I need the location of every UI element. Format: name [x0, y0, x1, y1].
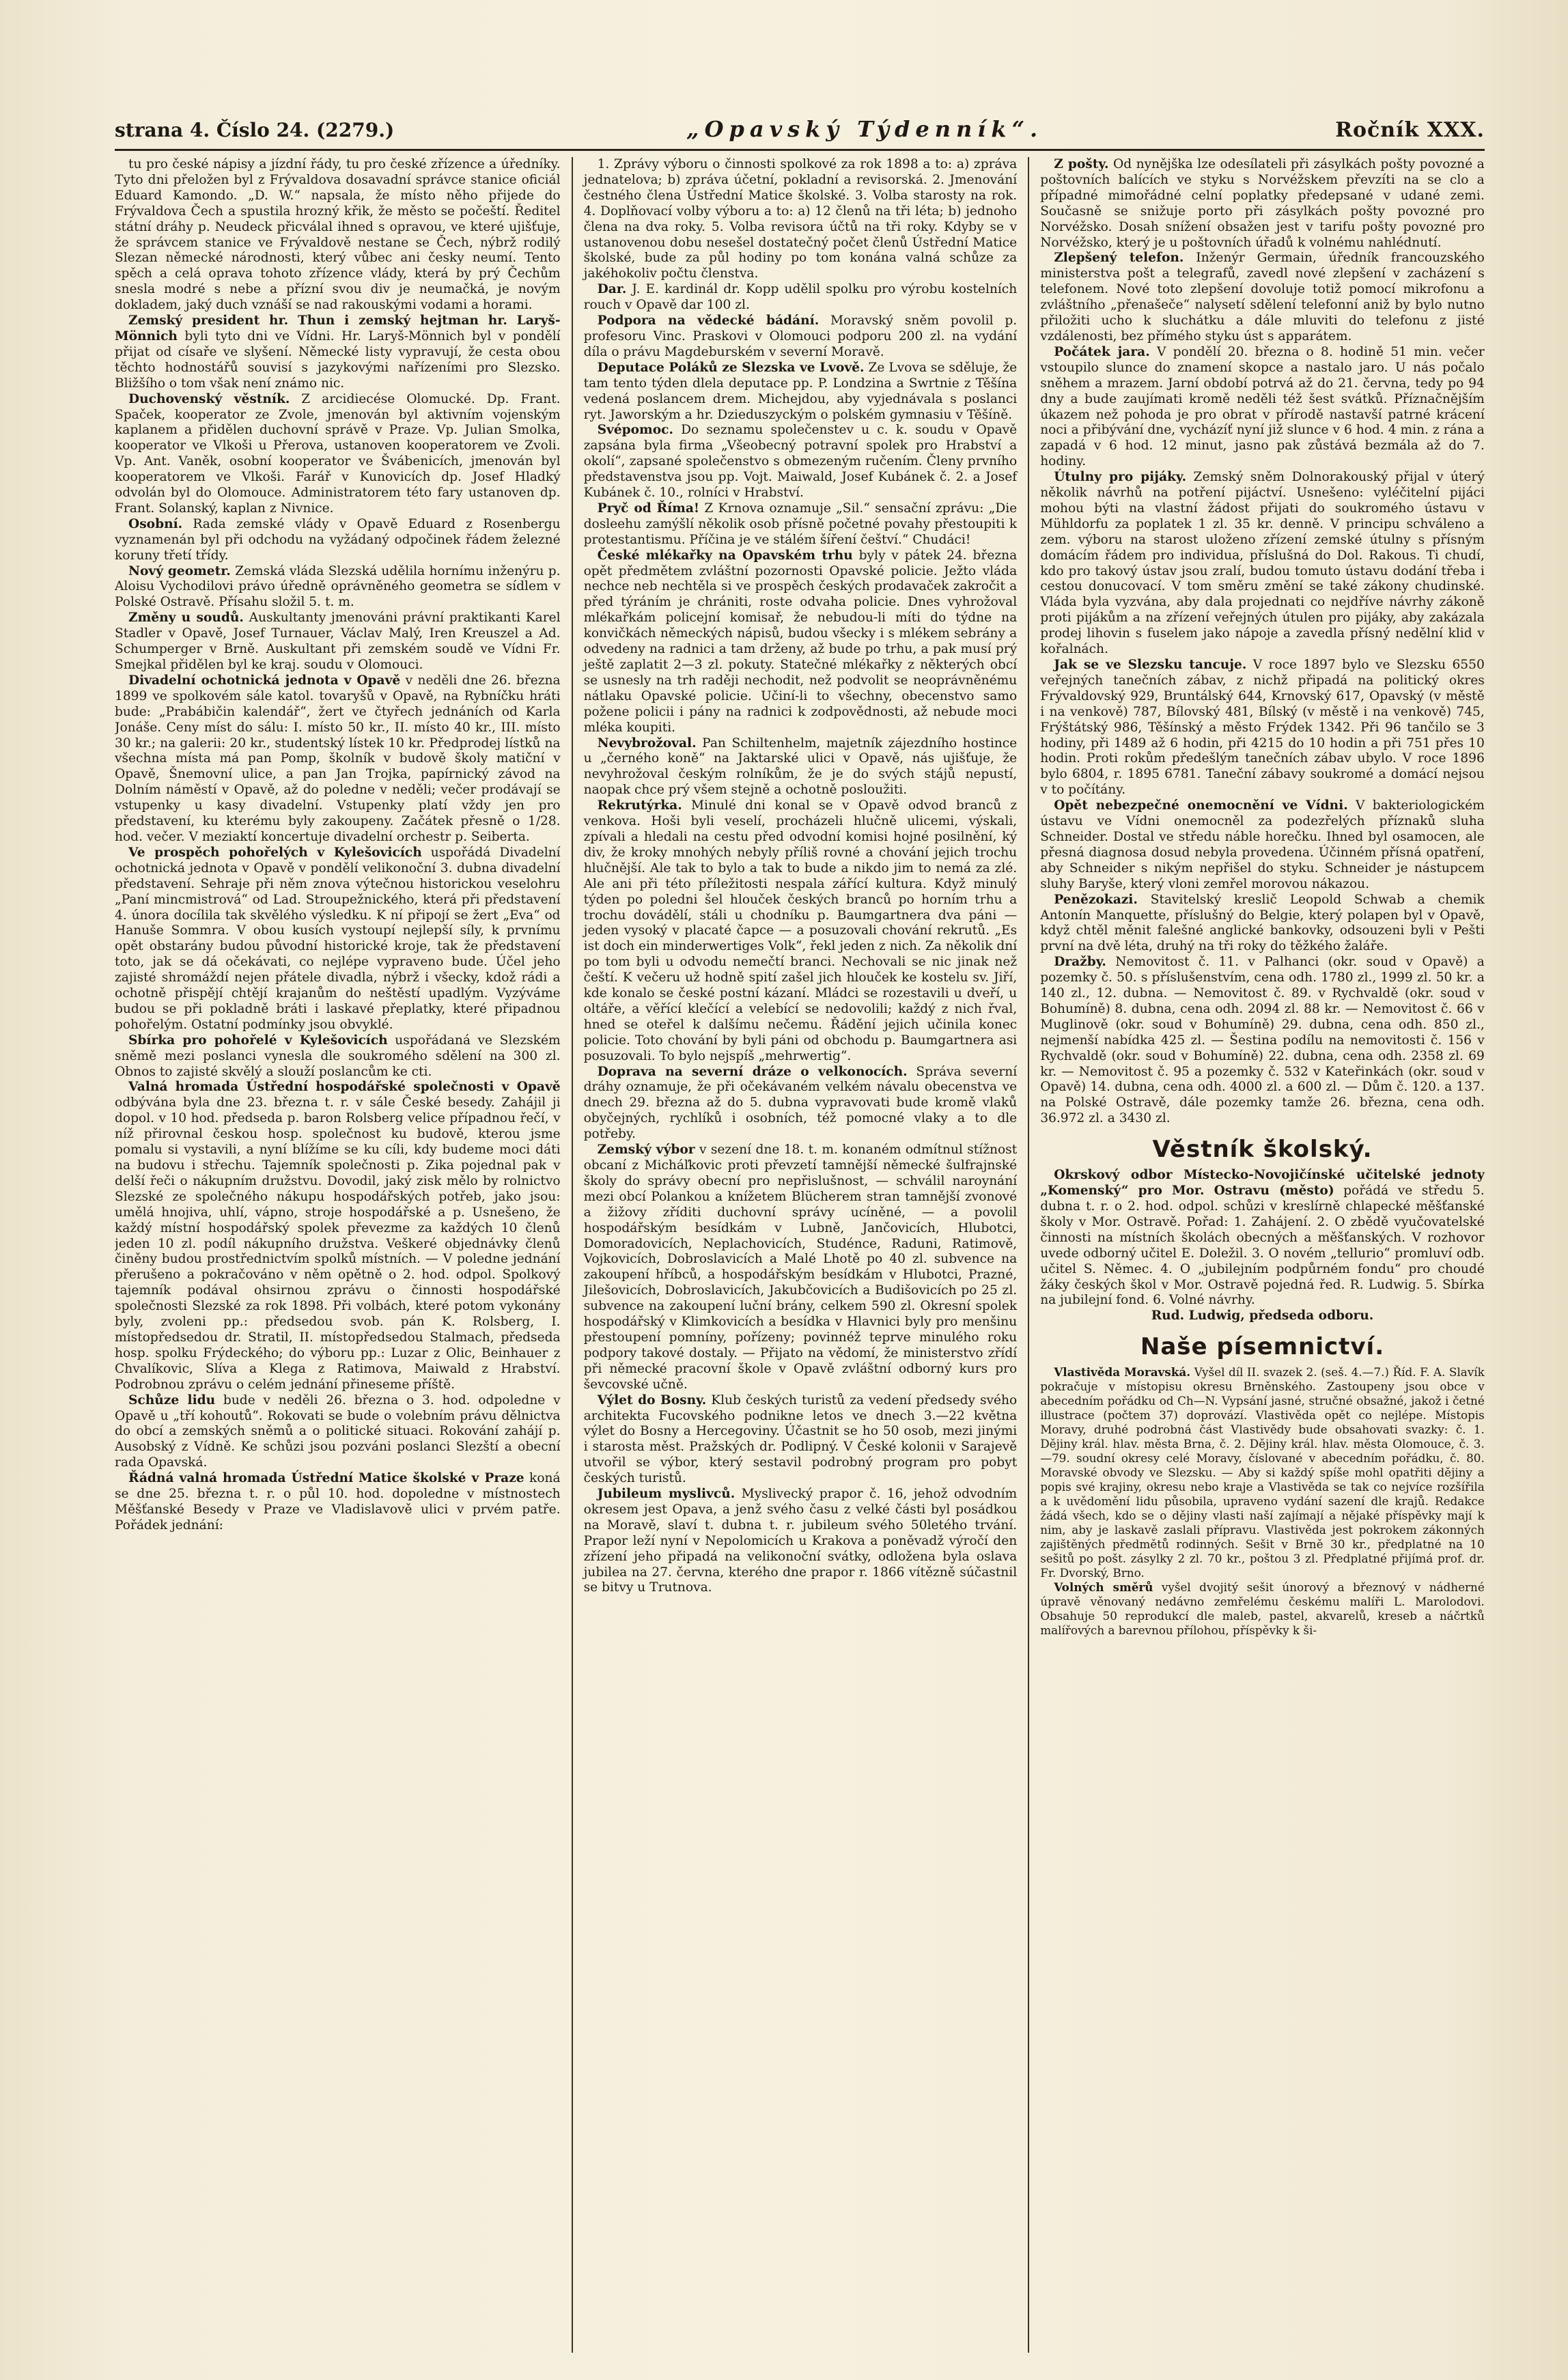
article-text: Zemská vláda Slezská udělila hornímu inženýru p. Aloisu Vychodilovi právo úředně oprávněného geometra se sídlem v Polské Ostravě. Přísahu složil 5. t. m. [115, 563, 561, 610]
article-text: uspořádá Divadelní ochotnická jednota v Opavě v pondělí velikonoční 3. dubna divadelní představení. Sehraje při něm znova výtečnou historickou veselohru „Paní mincmistrová“ od Lad. Stroupežnického, která při představení 4. února docílila tak skvělého výsledku. K ní připojí se žert „Eva“ od Hanuše Sommra. V obou kusích vystoupí nejlepší síly, k prvnímu opět obstarány budou původní historické kroje, tak že představení toto, jak se dá očekávati, co nejlépe vypraveno bude. Účel jeho zajisté shromáždí nejen přátele divadla, nýbrž i všecky, kdož rádi a ochotně přispějí chtějí krajanům do neštěstí upadlým. Vyzýváme budou se při pokladně bráti i laskavé přeplatky, které připadnou pohořelým. Ostatní podmínky jsou obvyklé. [115, 845, 561, 1032]
newspaper-title: „Opavský Týdenník“. [686, 116, 1044, 142]
article-text: Do seznamu společenstev u c. k. soudu v Opavě zapsána byla firma „Všeobecný potravní spolek pro Hrabství a okolí“, zapsané společenstvo s obmezeným ručením. Členy prvního představenstva jsou pp. Vojt. Maiwald, Josef Kubánek č. 2. a Josef Kubánek č. 10., rolníci v Hrabství. [583, 423, 1018, 501]
article-text: J. E. kardinál dr. Kopp udělil spolku pro výrobu kostelních rouch v Opavě dar 100 zl. [583, 282, 1018, 313]
article-heading: Deputace Poláků ze Slezska ve Lvově. [597, 360, 865, 375]
article-paragraph [115, 1393, 561, 1472]
article-text: Zemský sněm Dolnorakouský přijal v úterý několik návrhů na potření pijáctví. Usnešeno: vyléčitelní pijáci mohou býti na vlastní žádost přijati do soukromého ústavu v Mühldorfu za poplatek 1 zl. 35 kr. denně. V principu schváleno a zem. výboru na starost uloženo zřízení zemské útulny s přísným domácím řádem pro individua, příslušná do Dol. Rakous. Ti chudí, kdo pro takový ústav jsou zralí, budou tomuto ústavu dodání třeba i cestou donucovací. V tom směru změní se také zákony chudinské. Vláda byla vyzvána, aby dala projednati co nejdříve návrhy zákoně proti pijákům a na zřízení veřejných útulen pro pijáky, aby zakázala prodej lihovin s fuselem jako nápoje a zavedla přísný nedělní klid v kořalnách. [1040, 470, 1485, 657]
article-paragraph [584, 423, 1018, 501]
article-heading: Podpora na vědecké bádání. [597, 313, 820, 328]
vestnik-lead: Okrskový odbor Místecko-Novojičínské učitelské jednoty „Komenský“ pro Mor. Ostravu (město) [1040, 1168, 1485, 1199]
article-text: Z Krnova oznamuje „Sil.“ sensační zprávu: „Die dosleehu zamýšlí několik osob přísně početné povahy přestoupiti k protestantismu. Příčina je ve stálém šíření češtví.“ Chudáci! [583, 501, 1018, 547]
article-heading: Zemský president hr. Thun i zemský hejtman hr. Laryš-Mönnich [115, 313, 561, 344]
article-paragraph [584, 1143, 1018, 1393]
article-text: tu pro české nápisy a jízdní řády, tu pro české zřízence a úředníky. Tyto dni přeložen byl z Frývaldova dosavadní správce stanice oficiál Eduard Kamondo. „D. W.“ napsala, že místo něho přijede do Frývaldova Čech a spustila hrozný křik, že město se počeští. Ředitel státní dráhy p. Neudeck přicválal ihned s opravou, ve které ujišťuje, že správcem stanice ve Frývaldově nestane se Čech, nýbrž rodilý Slezan německé národnosti, který vůbec ani česky neumí. Tento spěch a celá oprava tohoto zřízence vlády, která by prý Čechům snesla modré s nebe a přízní svou div je neumačká, je novým dokladem, jaký duch vznáší se nad rakouskými vodami a horami. [115, 157, 561, 313]
article-paragraph [584, 548, 1018, 736]
article-text: V roce 1897 bylo ve Slezsku 6550 veřejných tanečních zábav, z nichž připadá na politický okres Frývaldovský 929, Bruntálský 644, Krnovský 617, Opavský (v městě i na venkově) 787, Bílovský 481, Bílský (v městě i na venkově) 745, Frýštátský 986, Těšínský a město Frýdek 1342. Při 96 tančilo se 3 hodiny, při 1489 až 6 hodin, při 4215 do 10 hodin a při 751 přes 10 hodin. Proti rokům předešlým tanečních zábav ubylo. V roce 1896 bylo 6804, r. 1895 6781. Taneční zábavy soukromé a domácí nejsou v to počítány. [1040, 658, 1485, 798]
article-paragraph [584, 157, 1018, 282]
article-text: V bakteriologickém ústavu ve Vídni onemocněl za podezřelých příznaků sluha Schneider. Dostal ve středu náble horečku. Ihned byl osamocen, ale přesná diagnosa dosud nebyla provedena. Účinném přísná opatření, aby Schneider s nikým nepřišel do styku. Schneider je nástupcem sluhy Baryše, který vloni zemřel morovou nákazou. [1040, 798, 1485, 891]
article-paragraph [584, 1487, 1018, 1596]
article-heading: Útulny pro pijáky. [1054, 470, 1187, 485]
article-heading: Zlepšený telefon. [1054, 251, 1184, 266]
column-middle [572, 157, 1028, 2353]
vestnik-text: pořádá ve středu 5. dubna t. r. o 2. hod. odpol. schůzi v kreslírně chlapecké měšťanské školy v Mor. Ostravě. Pořad: 1. Zahájení. 2. O zbědě vyučovatelské činnosti na místních školách obecných a měšťanských. V rozhovor uvede odborný učitel E. Doležil. 3. O novém „tellurio“ promluví odb. učitel S. Němec. 4. O „jubilejním podpůrném fondu“ pro choudé žáky českých škol v Mor. Ostravě pojedná řed. R. Ludwig. 5. Sbírka na jubilejní fond. 6. Volné návrhy. [1040, 1184, 1485, 1308]
article-paragraph [1040, 470, 1485, 658]
article-heading: Nevybrožoval. [597, 736, 697, 751]
article-paragraph [584, 501, 1018, 548]
article-text: Správa severní dráhy oznamuje, že při očekávaném velkém návalu obecenstva ve dnech 29. března až do 5. dubna vypravovati bude kromě vlaků obyčejných, rychlíků i osobních, též pomocné vlaky a to dle potřeby. [583, 1064, 1018, 1142]
article-heading: Vlastivěda Moravská. [1054, 1365, 1191, 1380]
article-paragraph [584, 736, 1018, 799]
article-text: Rada zemské vlády v Opavě Eduard z Rosenbergu vyznamenán byl při odchodu na vyžádaný odpočinek řádem železné koruny třetí třídy. [115, 516, 561, 563]
article-heading: Jubileum myslivců. [597, 1487, 736, 1502]
article-text: uspořádaná ve Slezském sněmě mezi poslanci vynesla dle soukromého sdělení na 300 zl. Obnos to zajisté skvělý a slouží poslancům ke cti. [115, 1033, 561, 1079]
article-heading: Změny u soudů. [128, 611, 244, 626]
article-heading: Schůze lidu [128, 1392, 216, 1408]
article-paragraph [115, 1471, 561, 1534]
article-heading: Sbírka pro pohořelé v Kylešovicích [128, 1033, 388, 1048]
pisemnictvi-items [1040, 1365, 1485, 1638]
article-heading: Svépomoc. [597, 423, 673, 438]
article-paragraph [584, 798, 1018, 1064]
article-text: Myslivecký prapor č. 16, jehož odvodním okresem jest Opava, a jenž svého času z velké části byl posádkou na Moravě, slaví t. dubna t. r. jubileum svého 50letého trvání. Prapor leží nyní v Nepolomicích u Krakova a poněvadž výročí den zřízení jeho připadá na velikonoční svátky, odložena byla oslava jubilea na 27. června, kterého dne prapor r. 1866 vítězně súčastnil se bitvy u Trutnova. [583, 1487, 1018, 1595]
article-heading: Počátek jara. [1054, 344, 1150, 359]
article-paragraph [1040, 955, 1485, 1127]
article-paragraph [115, 564, 561, 611]
article-text: Inženýr Germain, úředník francouzského ministerstva pošt a telegrafů, zavedl nové zlepšení v zacházení s telefonem. Nové toto zlepšení dovoluje totiž pomocí mikrofonu a zvláštního „přenašeče“ nalysetí sdělení telefonní aniž by bylo nutno přiložiti ucho k sluchátku a dále mluviti do telefonu z jisté vzdálenosti, bez přímého styku úst s apparátem. [1040, 251, 1485, 344]
column-right [1028, 157, 1485, 2353]
article-text: Stavitelský kreslič Leopold Schwab a chemik Antonín Manquette, příslušný do Belgie, který polapen byl v Opavě, když chtěl měnit falešné anglické bankovky, odsouzeni byli v Pešti první na dvě léta, druhý na tři roky do těžkého žaláře. [1040, 892, 1485, 954]
article-text: vyšel dvojitý sešit únorový a březnový v nádherné úpravě věnovaný nedávno zemřelému českému malíři L. Marolodovi. Obsahuje 50 reprodukcí dle maleb, pastel, akvarelů, kreseb a náčrtků malířových a barevnou přílohou, příspěvky k ši- [1040, 1580, 1485, 1638]
article-paragraph [115, 157, 561, 313]
article-heading: Výlet do Bosny. [597, 1392, 707, 1408]
article-heading: Řádná valná hromada Ústřední Matice školské v Praze [128, 1471, 524, 1486]
article-paragraph [115, 845, 561, 1033]
article-paragraph [1040, 798, 1485, 892]
article-text: byli tyto dni ve Vídni. Hr. Laryš-Mönnich byl v pondělí přijat od císaře ve slyšení. Německé listy vypravují, že cesta obou těchto hodnostářů souvisí s jazykovými nařízeními pro Slezsko. Bližšího o tom však není známo nic. [115, 328, 561, 391]
article-paragraph [115, 392, 561, 517]
article-heading: Dar. [597, 282, 627, 297]
article-heading: Pryč od Říma! [597, 501, 700, 516]
article-heading: Z pošty. [1054, 157, 1109, 171]
article-paragraph [115, 1080, 561, 1392]
article-heading: Zemský výbor [597, 1143, 695, 1158]
article-text: Nemovitost č. 11. v Palhanci (okr. soud v Opavě) a pozemky č. 50. s příslušenstvím, cena odh. 1780 zl., 1999 zl. 50 kr. a 140 zl., 12. dubna. — Nemovitost č. 89. v Rychvaldě (okr. soud v Bohumíně) 8. dubna, cena odh. 2094 zl. 88 kr. — Nemovitost č. 66 v Muglinově (okr. soud v Bohumíně) 29. dubna, cena odh. 850 zl., nejmenší nabídka 425 zl. — Šestina podílu na nemovitosti č. 156 v Rychvaldě (okr. soud v Bohumíně) 22. dubna, cena odh. 2358 zl. 69 kr. — Nemovitost č. 95 a pozemky č. 532 v Kateřinkách (okr. soud v Opavě) 14. dubna, cena odh. 4000 zl. a 600 zl. — Dům č. 120. a 137. na Polské Ostravě, dále pozemky tamže 26. března, cena odh. 36.972 zl. a 3430 zl. [1040, 955, 1485, 1126]
article-paragraph [115, 611, 561, 673]
page-number: strana 4. Číslo 24. (2279.) [115, 119, 395, 141]
vestnik-signature: Rud. Ludwig, předseda odboru. [1151, 1308, 1374, 1324]
article-text: Z arcidiecése Olomucké. Dp. Frant. Spaček, kooperator ze Zvole, jmenován byl aktivním vojenským kaplanem a přidělen duchovní správě v Praze. Vp. Julian Smolka, kooperator ve Vlkoši u Přerova, ustanoven kooperatorem ve Zvoli. Vp. Ant. Vaněk, osobní kooperator ve Švábenicích, jmenován byl kooperatorem ve Vlkoši. Farář v Kunovicích dp. Josef Hladký odvolán byl do Olomouce. Administratorem této fary ustanoven dp. Frant. Solanský, kaplan z Nivnice. [115, 391, 561, 516]
article-heading: Duchovenský věstník. [128, 391, 290, 406]
article-paragraph [1040, 1580, 1485, 1638]
article-paragraph [1040, 1365, 1485, 1580]
article-text: Moravský sněm povolil p. profesoru Vinc. Praskovi v Olomouci podporu 200 zl. na vydání díla o právu Magdeburském v severní Moravě. [583, 313, 1018, 359]
article-text: Od nynějška lze odesílateli při zásylkách pošty povozné a poštovních balících ve styku s Norvéžskem převzíti na se clo a případné mimořádné celní poplatky předepsané v udané zemi. Současně se snižuje porto při zásylkách pošty povozné pro Norvéžsko. Dosah snížení obsažen jest v tarifu pošty povozné pro Norvéžsko, který je u poštovních úřadů k volnému nahlédnutí. [1040, 157, 1485, 250]
article-heading: Rekrutýrka. [597, 798, 682, 813]
article-heading: Opět nebezpečné onemocnění ve Vídni. [1054, 798, 1348, 813]
column-left [115, 157, 572, 2353]
page-header [115, 116, 1485, 146]
article-text: Ze Lvova se sděluje, že tam tento týden dlela deputace pp. P. Londzina a Swrtnie z Těšína vedená poslancem drem. Michejdou, aby vyjednávala s poslanci ryt. Jaworským a hr. Dzieduszyckým o polském gymnasiu v Těšíně. [583, 360, 1018, 422]
article-paragraph [115, 673, 561, 845]
header-rule [115, 149, 1485, 151]
article-text: byly v pátek 24. března opět předmětem zvláštní pozornosti Opavské policie. Ježto vláda nechce neb nechtěla si ve prospěch českých prodavaček zakročit a před týráním je chrániti, roste odvaha policie. Dnes vyhrožoval mlékařkám policejní komisař, že nebudou-li míti do týdne na konvičkách německých nápisů, budou všecky i s mlékem sebrány a odvedeny na radnici a tam drženy, až bude po trhu, a pak musí prý ještě zaplatit 2—3 zl. pokuty. Statečné mlékařky z některých obcí se usnesly na trh raději nechodit, než podvolit se neoprávněnému nátlaku Opavské policie. Učiní-li to všechny, obecenstvo samo požene policii i pány na radnici k zodpovědnosti, až nebude moci mléka koupiti. [583, 548, 1018, 735]
article-heading: Valná hromada Ústřední hospodářské společnosti v Opavě [128, 1080, 561, 1095]
article-paragraph [115, 517, 561, 564]
article-text: bude v neděli 26. března o 3. hod. odpoledne v Opavě u „tří kohoutů“. Rokovati se bude o volebním právu dělnictva do obcí a zemských sněmů a o politické situaci. Rokování zahájí p. Ausobský z Vídně. Ke schůzi jsou pozváni poslanci Slezští a obecní rada Opavská. [115, 1392, 561, 1470]
pisemnictvi-title: Naše písemnictví. [1140, 1333, 1385, 1361]
vestnik-title: Věstník školský. [1152, 1136, 1373, 1164]
article-paragraph [584, 282, 1018, 313]
article-text: Auskultanty jmenováni právní praktikanti Karel Stadler v Opavě, Josef Turnauer, Václav Malý, Iren Kreuszel a Ad. Schumperger v Brně. Auskultant při zemském soudě ve Vídni Fr. Smejkal přidělen byl ke kraj. soudu v Olomouci. [115, 611, 561, 672]
article-columns [115, 157, 1485, 2353]
article-paragraph [584, 361, 1018, 423]
article-heading: Ve prospěch pohořelých v Kylešovicích [128, 845, 422, 860]
vestnik-notice [1040, 1168, 1485, 1308]
article-paragraph [1040, 251, 1485, 344]
volume-number: Ročník XXX. [1335, 118, 1485, 142]
article-paragraph [1040, 893, 1485, 955]
article-heading: Osobní. [128, 516, 183, 531]
article-paragraph [1040, 345, 1485, 470]
article-heading: Penězokazi. [1054, 892, 1138, 907]
article-heading: České mlékařky na Opavském trhu [597, 548, 853, 563]
article-paragraph [1040, 157, 1485, 251]
article-paragraph [115, 1033, 561, 1080]
article-paragraph [115, 313, 561, 392]
article-text: Vyšel díl II. svazek 2. (seš. 4.—7.) Říd. F. A. Slavík pokračuje v místopisu okresu Brněnského. Zastoupeny jsou obce v abecedním pořádku od Ch—N. Vypsání jasné, stručné obsažné, jakož i četné illustrace (počtem 37) doprovází. Vlastivěda opět co nejlépe. Místopis Moravy, druhé podrobná část Vlastivědy bude obsahovati svazky: č. 1. Dějiny král. hlav. města Brna, č. 2. Dějiny král. hlav. města Olomouce, č. 3.—79. soudní okresy celé Moravy, číslované v abecedním pořádku, č. 80. Moravské obvody ve Slezsku. — Aby si každý spíše mohl opatřiti dějiny a popis své krajiny, okresu nebo kraje a Vlastivěda se tak co nejvíce rozšířila a k uvědomění lidu působila, upraveno vydání sazení dle krajů. Redakce žádá všech, kdo se o dějiny vlasti naší zajímají a nějaké příspěvky mají k nim, aby je laskavě zaslali přípravu. Vlastivěda jest pokrokem zákonných zajištěných předmětů rodinných. Sešit v Brně 30 kr., předplatné na 10 sešitů po pošt. zásylky 2 zl. 70 kr., poštou 3 zl. Předplatné přijímá prof. dr. Fr. Dvorský, Brno. [1040, 1365, 1485, 1580]
article-text: Klub českých turistů za vedení předsedy svého architekta Fucovského podnikne letos ve dnech 3.—22 května výlet do Bosny a Hercegoviny. Účastnit se ho 50 osob, mezi jinými i starosta měst. Pražských dr. Podlipný. V České kolonii v Sarajevě utvořil se výbor, který sestavil podrobný program pro pobyt českých turistů. [583, 1392, 1018, 1486]
article-text: Pan Schiltenhelm, majetník zájezdního hostince u „černého koně“ na Jaktarské ulici v Opavě, nás ujišťuje, že nevyhrožoval českým rolníkům, že je do svých stájů nepustí, naopak chce prý všem stejně a ochotně posloužiti. [583, 736, 1018, 798]
article-heading: Volných směrů [1054, 1580, 1153, 1595]
article-paragraph [584, 1065, 1018, 1143]
article-text: koná se dne 25. března t. r. o půl 10. hod. dopoledne v místnostech Měšťanské Besedy v Praze ve Vladislavově ulici v prvém patře. Pořádek jednání: [115, 1471, 561, 1532]
article-text: 1. Zprávy výboru o činnosti spolkové za rok 1898 a to: a) zpráva jednatelova; b) zpráva účetní, pokladní a revisorská. 2. Jmenování čestného člena Ústřední Matice školské. 3. Volba starosty na rok. 4. Doplňovací volby výboru a to: a) 12 členů na tři léta; b) jednoho člena na dva roky. 5. Volba revisora účtů na tři roky. Kdyby se v ustanovenou dobu nesešel dostatečný počet členů Ústřední Matice školské, bude za půl hodiny po tom konána valná schůze za jakéhokoliv počtu členstva. [583, 157, 1018, 281]
article-paragraph [584, 1393, 1018, 1487]
article-text: V pondělí 20. března o 8. hodině 51 min. večer vstoupilo slunce do znamení skopce a nastalo jaro. U nás počalo sněhem a mrazem. Jarní období potrvá až do 21. června, tedy po 94 dny a bude zaujímati kromě neděli též šest svátků. Příznačnějším úkazem než pohoda je pro obrat v přírodě nastavší patrné krácení noci a přibývání dne, vycházíť nyní již slunce v 6 hod. 4 min. z rána a zapadá v 6 hod. 12 minut, jasno pak zůstává bezmála až do 7. hodiny. [1040, 344, 1485, 469]
article-heading: Nový geometr. [128, 563, 231, 578]
article-paragraph [584, 313, 1018, 361]
article-heading: Divadelní ochotnická jednota v Opavě [128, 673, 401, 688]
article-heading: Doprava na severní dráze o velkonocích. [597, 1064, 908, 1079]
article-text: odbývána byla dne 23. března t. r. v sále České besedy. Zahájil ji dopol. v 10 hod. předseda p. baron Rolsberg velice případnou řečí, v níž přirovnal českou hosp. společnost ku budově, kterou jsme pomalu si vystavili, a nyní blížíme se ku cíli, kdy budeme moci dáti na budovu i střechu. Tajemník společnosti p. Zika pojednal pak v delší řeči o nákupním družstvu. Dovodil, jaký zisk mělo by rolnictvo Slezské ze společného nákupu hospodářských potřeb, jako jsou: umělá hnojiva, uhlí, vápno, stroje hospodářské a p. Usnešeno, že každý místní hospodářský spolek převezme za každých 10 členů jeden 10 zl. podíl nákupního družstva. Veškeré objednávky členů činěny budou prostřednictvím spolků místních. — V poledne jednání přerušeno a pokračováno v něm opětně o 2. hod. odpol. Spolkový tajemník podával ohsirnou zprávu o činnosti hospodářské společnosti Slezské za rok 1898. Při volbách, které potom vykonány byly, zvoleni pp.: předsedou svob. pán K. Rolsberg, I. místopředsedou dr. Stratil, II. místopředsedou Stalmach, předseda hosp. spolku Frýdeckého; do výboru pp.: Luzar z Olic, Beinhauer z Chvalíkovic, Slíva a Klega z Ratimova, Maiwald z Hrabství. Podrobnou zprávu o celém jednání přineseme příště. [115, 1095, 561, 1392]
article-text: v sezení dne 18. t. m. konaném odmítnul stížnost obcaní z Micháľkovic proti převzetí tamnější německé šulfrajnské školy do správy obecní pro nepřislušnost, — schválil naroynání mezi obcí Polankou a knížetem Blücherem stran tamnější zvonové a žižovy zříditi duchovní správy ucíněné, — a povolil hospodářským besídkám v Lubně, Jančovicích, Hlubotci, Domoradovicích, Neplachovicích, Studénce, Raduni, Ratimově, Vojkovicích, Dobroslavicích a Malé Lhotě po 40 zl. subvence na zakoupení hříbců, a hospodářským besídkám v Hlubotci, Prazné, Jilešovicích, Dobroslavicích, Jakubčovicích a Budišovicích po 25 zl. subvence na zakoupení luční brány, celkem 590 zl. Okresní spolek hospodářský v Klimkovicích a besídka v Hlavnici byly pro menšinu přestoupení pomníny, pořízeny; povinnéž teprve minulého roku podpory takové dostaly. — Přijato na vědomí, že ministerstvo zřídí při německé pracovní škole v Opavě zvláštní odborný kurs pro ševcovské učně. [583, 1143, 1018, 1392]
article-heading: Dražby. [1054, 955, 1106, 970]
article-text: Minulé dni konal se v Opavě odvod branců z venkova. Hoši byli veselí, procházeli hlučně ulicemi, výskali, zpívali a hledali na cestu před odvodní komisi hojné posilnění, ký div, že kroky mnohých nebyly příliš rovné a chování jejich trochu hlučnější. Ale tak to bylo a tak to bude a nikdo jim to nemá za zlé. Ale ani při této příležitosti nespala zářící kultura. Když minulý týden po poledni šel hlouček českých branců po horním trhu a trochu dovádělí, stáli u chodníku p. Baumgartnera dva páni — jeden vysoký v placaté čapce — a posuzovali chování rekrutů. „Es ist doch ein minderwertiges Volk“, řekl jeden z nich. Za několik dní po tom byli u odvodu nemečtí branci. Nechovali se nic jinak než čeští. K večeru už hodně spití zašel jich hlouček ke kostelu sv. Jiří, kde konalo se české postní kázaní. Mládci se rozestavili u dveří, u oltáře, a věřící klečící a velebící se nedovolili; každý z nich řval, hned se oteřel k dalšímu nečemu. Řádění jejich učinila konec policie. Toto chování by byli páni od obchodu p. Baumgartnera asi posuzovali. To bylo nejspíš „mehrwertig“. [583, 798, 1018, 1063]
news-items-right [1040, 157, 1485, 1127]
article-heading: Jak se ve Slezsku tancuje. [1054, 658, 1247, 672]
article-paragraph [1040, 658, 1485, 798]
article-text: v neděli dne 26. března 1899 ve spolkovém sále katol. tovaryšů v Opavě, na Rybníčku hráti bude: „Prabábičin kalendář“, žert ve čtyřech jednáních od Karla Jonáše. Ceny míst do sálu: I. místo 50 kr., II. místo 40 kr., III. místo 30 kr.; na galerii: 20 kr., studentský lístek 10 kr. Předprodej lístků na všechna místa má pan Pomp, školník v budově školy matiční v Opavě, Šnemovní ulice, a pan Jan Trojka, papírnický závod na Dolním náměstí v Opavě, až do poledne v neděli; večer prodávají se vstupenky u kasy divadelní. Vstupenky platí vždy jen pro představení, ku kterému byly zakoupeny. Začátek přesně o 1/28. hod. večer. V meziaktí koncertuje divadelní orchestr p. Seiberta. [115, 673, 561, 844]
